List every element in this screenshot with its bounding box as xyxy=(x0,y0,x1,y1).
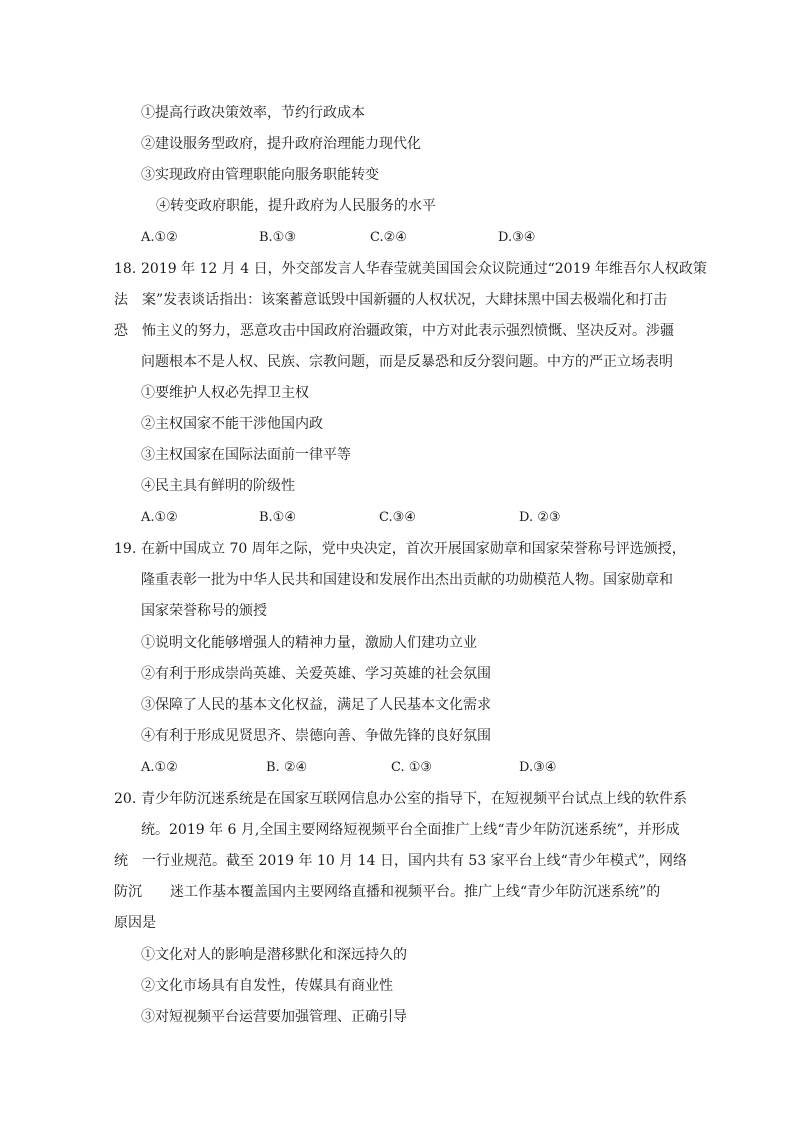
q19-choice-d: D.③④ xyxy=(519,760,557,775)
q19-choice-b: B. ②④ xyxy=(266,760,308,775)
q20-option-1: ①文化对人的影响是潜移默化和深远持久的 xyxy=(141,947,407,963)
q17-choice-d: D.③④ xyxy=(498,230,536,245)
q19-option-3: ③保障了人民的基本文化权益，满足了人民基本文化需求 xyxy=(141,697,491,713)
q18-choice-b: B.①④ xyxy=(259,510,296,525)
q20-stem-line-3: 统 一行业规范。截至 2019 年 10 月 14 日，国内共有 53 家平台上线“青少年模式”，网络 xyxy=(114,853,687,869)
q19-stem-line-2: 隆重表彰一批为中华人民共和国建设和发展作出杰出贡献的功勋模范人物。国家勋章和 xyxy=(141,572,673,588)
q17-option-2: ②建设服务型政府，提升政府治理能力现代化 xyxy=(141,136,421,152)
q18-stem-line-4: 问题根本不是人权、民族、宗教问题，而是反暴恐和反分裂问题。中方的严正立场表明 xyxy=(141,354,673,370)
q18-option-4: ④民主具有鲜明的阶级性 xyxy=(141,478,295,494)
q19-option-1: ①说明文化能够增强人的精神力量，激励人们建功立业 xyxy=(141,635,477,651)
q20-stem-line-4: 防沉 迷工作基本覆盖国内主要网络直播和视频平台。推广上线“青少年防沉迷系统”的 xyxy=(114,884,661,900)
q19-choice-a: A.①② xyxy=(141,760,178,775)
q17-option-1: ①提高行政决策效率，节约行政成本 xyxy=(141,105,365,121)
q17-choice-a: A.①② xyxy=(141,230,178,245)
q18-stem-line-2: 法 案”发表谈话指出：该案蓄意诋毁中国新疆的人权状况，大肆抹黑中国去极端化和打击 xyxy=(114,292,668,308)
q18-choice-d: D. ②③ xyxy=(519,510,561,525)
q17-choice-b: B.①③ xyxy=(259,230,296,245)
q19-number: 19. xyxy=(114,541,137,557)
q18-choice-a: A.①② xyxy=(141,510,178,525)
q20-stem-line-1: 青少年防沉迷系统是在国家互联网信息办公室的指导下，在短视频平台试点上线的软件系 xyxy=(141,791,687,807)
q18-stem-line-1: 2019 年 12 月 4 日，外交部发言人华春莹就美国国会众议院通过“2019 年维吾尔人权政策 xyxy=(141,261,707,277)
q20-number: 20. xyxy=(114,791,137,807)
q20-option-3: ③对短视频平台运营要加强管理、正确引导 xyxy=(141,1009,407,1025)
q18-stem-line-3: 恐 怖主义的努力，恶意攻击中国政府治疆政策，中方对此表示强烈愤慨、坚决反对。涉疆 xyxy=(114,323,674,339)
q20-stem-line-5: 原因是 xyxy=(114,915,156,931)
q17-option-3: ③实现政府由管理职能向服务职能转变 xyxy=(141,167,379,183)
q18-option-2: ②主权国家不能干涉他国内政 xyxy=(141,416,323,432)
q17-choice-c: C.②④ xyxy=(370,230,407,245)
q20-option-2: ②文化市场具有自发性，传媒具有商业性 xyxy=(141,978,393,994)
q18-option-3: ③主权国家在国际法面前一律平等 xyxy=(141,447,351,463)
q19-stem-line-1: 在新中国成立 70 周年之际，党中央决定，首次开展国家勋章和国家荣誉称号评选颁授， xyxy=(141,541,686,557)
q19-option-4: ④有利于形成见贤思齐、崇德向善、争做先锋的良好氛围 xyxy=(141,728,491,744)
q18-option-1: ①要维护人权必先捍卫主权 xyxy=(141,385,309,401)
q19-option-2: ②有利于形成崇尚英雄、关爱英雄、学习英雄的社会氛围 xyxy=(141,666,491,682)
q19-choice-c: C. ①③ xyxy=(391,760,433,775)
q18-number: 18. xyxy=(114,261,137,277)
q17-option-4: ④转变政府职能，提升政府为人民服务的水平 xyxy=(156,198,436,214)
q20-stem-line-2: 统。2019 年 6 月,全国主要网络短视频平台全面推广上线“青少年防沉迷系统”，并形成 xyxy=(141,822,680,838)
q19-stem-line-3: 国家荣誉称号的颁授 xyxy=(141,603,267,619)
q18-choice-c: C.③④ xyxy=(379,510,416,525)
